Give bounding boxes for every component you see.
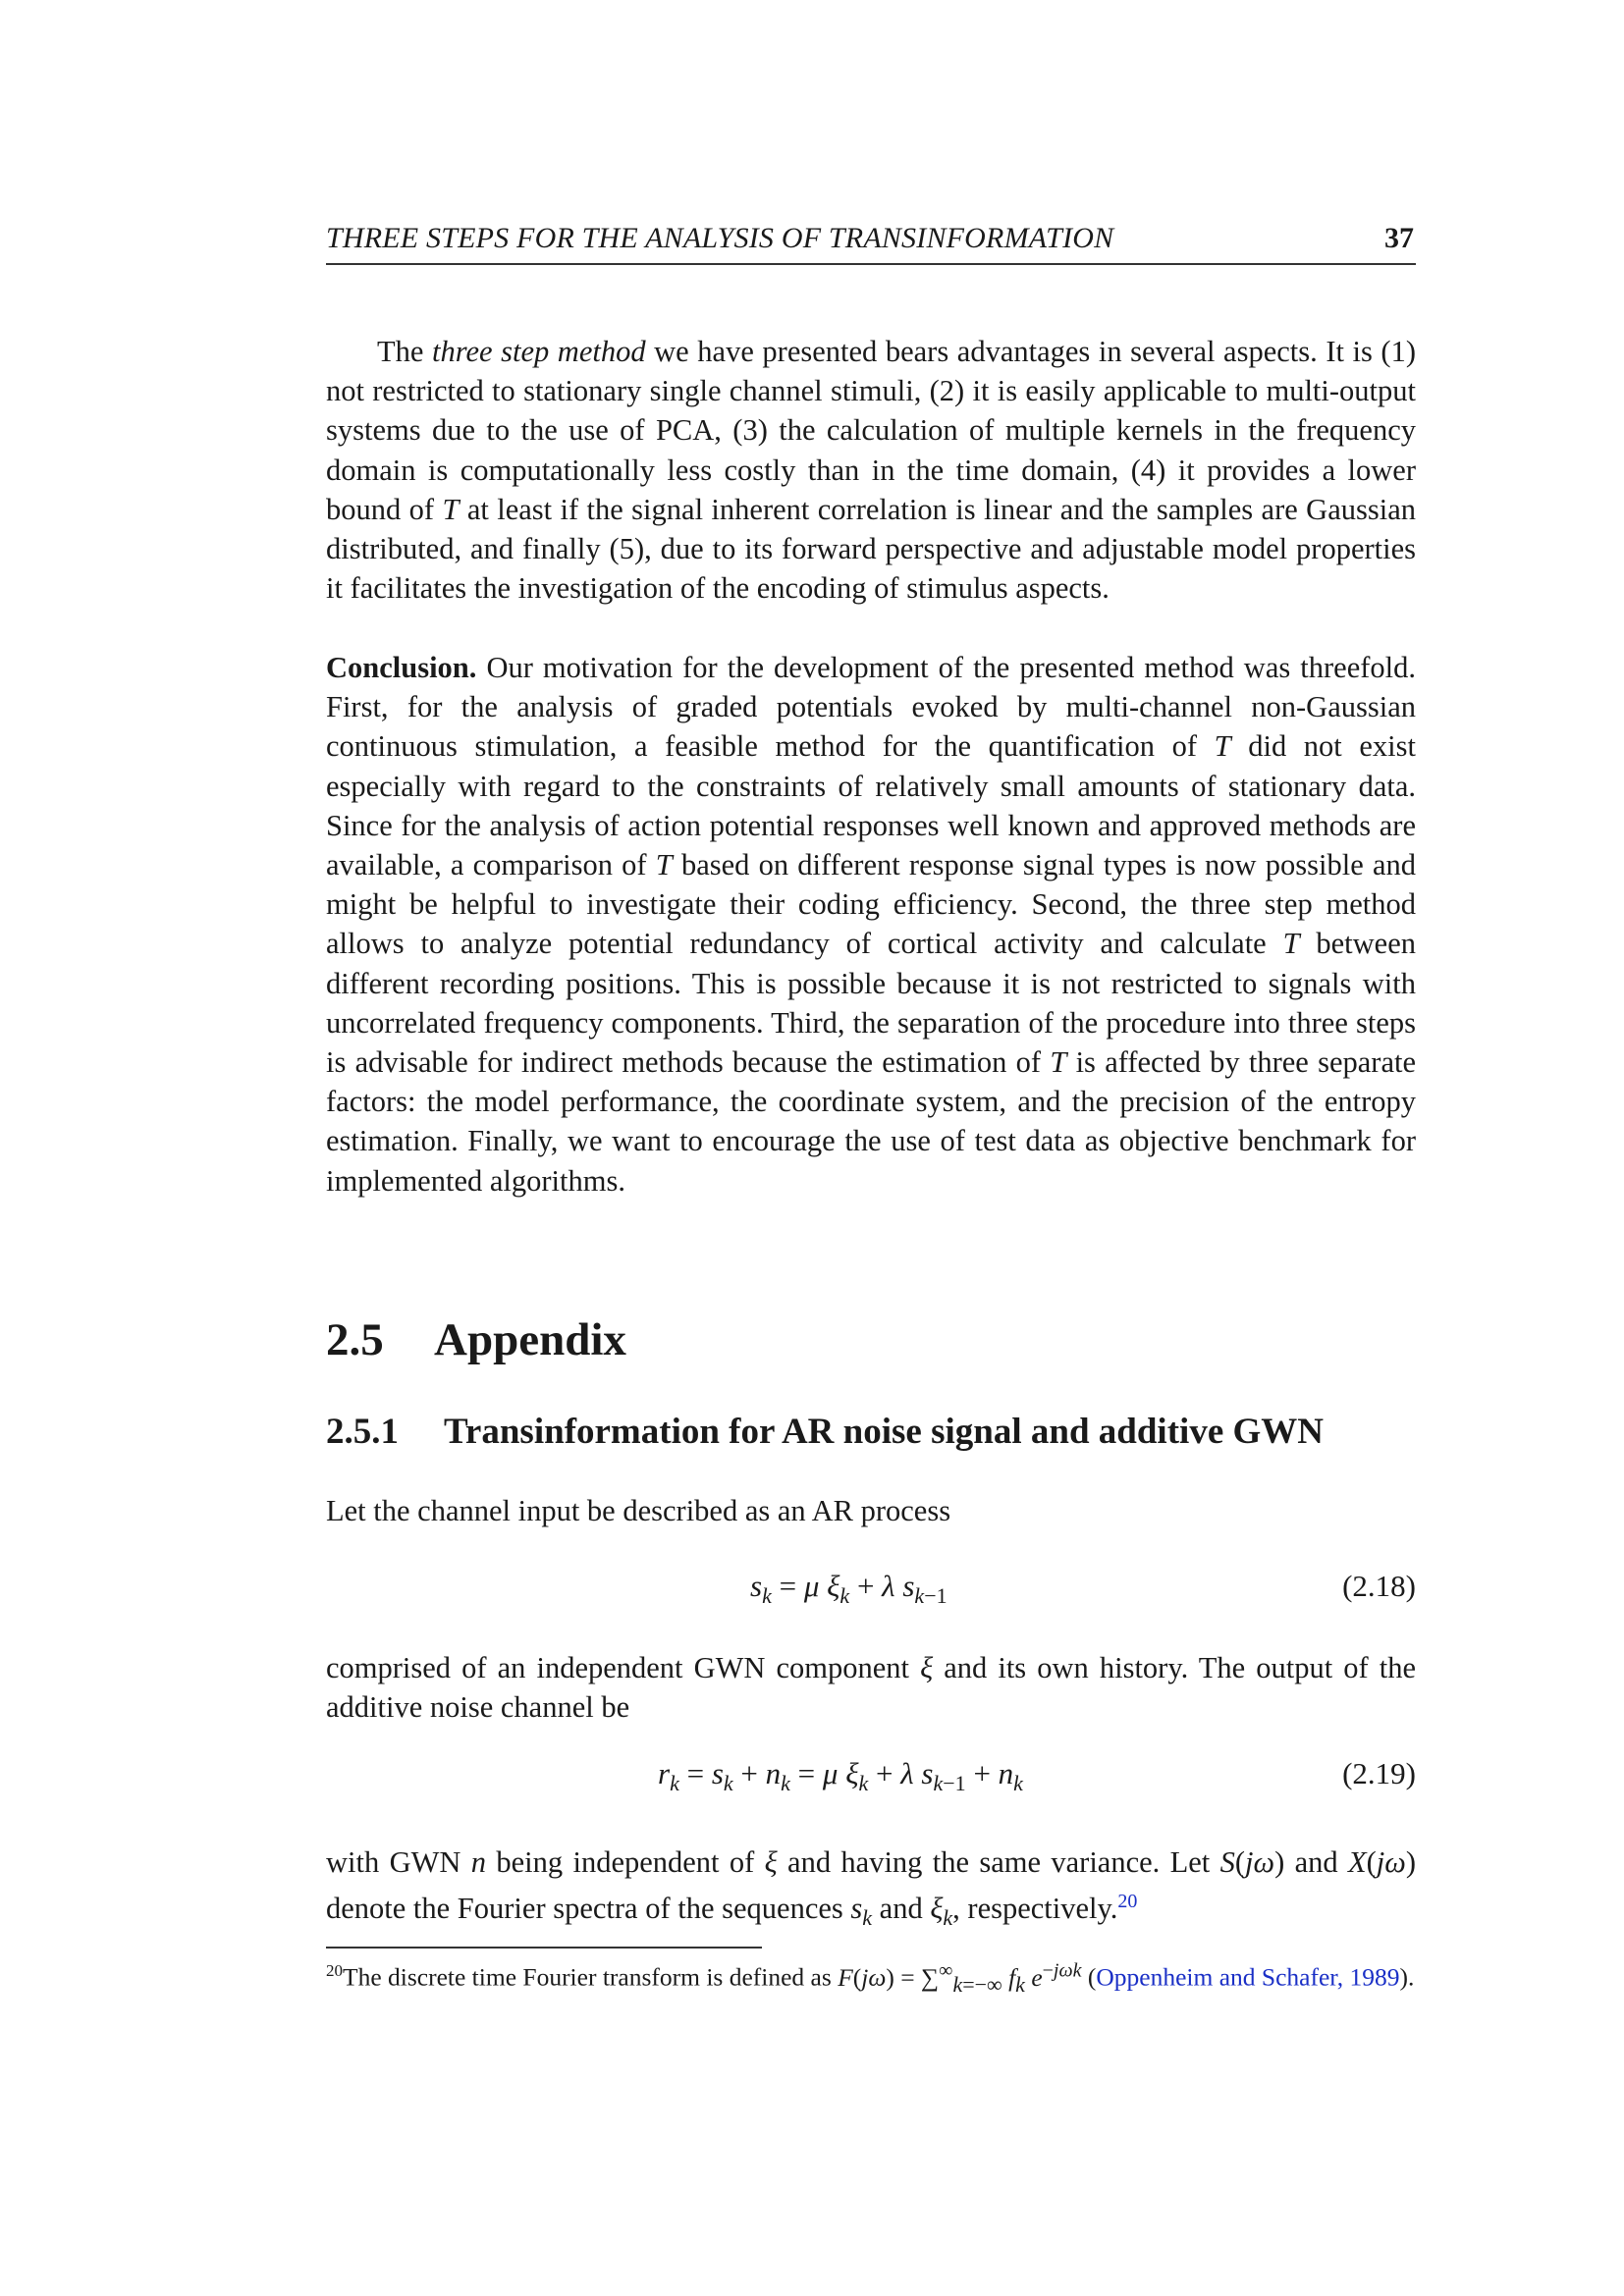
equation-2-18-body: $s_k = \mu$ $\xi_k + \lambda$ $s_{k-1}$ [750,1569,947,1609]
equation-number: (2.18) [1342,1569,1416,1603]
paragraph-conclusion: Conclusion. Our motivation for the development of the presented method was threefold. First, for the analysis of graded potentials evoked by multi-channel non-Gaussian continuous stimulation, a feasible method for the quantification of T did not exist especially with regard to the constraints of relatively small amounts of stationary data. Since for the analysis of action potential responses well known and approved methods are available, a comparison of T based on different response signal types is now possible and might be helpful to investigate their coding efficiency. Second, the three step method allows to analyze potential redundancy of cortical activity and calculate T between different recording positions. This is possible because it is not restricted to signals with uncorrelated frequency components. Third, the separation of the procedure into three steps is advisable for indirect methods because the estimation of T is affected by three separate factors: the model performance, the coordinate system, and the precision of the entropy estimation. Finally, we want to encourage the use of test data as objective benchmark for implemented algorithms. [326,651,1417,1198]
emphasis-three-step-method: three step method [432,335,646,368]
running-title: THREE STEPS FOR THE ANALYSIS OF TRANSINFORMATION [326,222,1114,254]
running-header [326,218,1416,265]
citation-link[interactable]: Oppenheim and Schafer, 1989 [1096,1962,1400,1992]
equation-2-19-body: $r_k = s_k + n_k = \mu$ $\xi_k + \lambda$ $s_{k-1} + n_k$ [658,1756,1023,1796]
paragraph-channel-output: comprised of an independent GWN component ξ and its own history. The output of the additive noise channel be [326,1651,1416,1725]
page-number: 37 [1384,222,1414,254]
paragraph-intro: Let the channel input be described as an AR process [326,1494,951,1527]
equation-number: (2.19) [1342,1756,1416,1790]
paragraph-advantages: The three step method we have presented bears advantages in several aspects. It is (1) not restricted to stationary single channel stimuli, (2) it is easily applicable to multi-output systems due to the use of PCA, (3) the calculation of multiple kernels in the frequency domain is computationally less costly than in the time domain, (4) it provides a lower bound of T at least if the signal inherent correlation is linear and the samples are Gaussian distributed, and finally (5), due to its forward perspective and adjustable model properties it facilitates the investigation of the encoding of stimulus aspects. [326,335,1416,606]
subsection-heading: 2.5.1 Transinformation for AR noise signal and additive GWN [326,1412,1324,1452]
footnote-rule [326,1947,762,1949]
footnote-reference[interactable]: 20 [1117,1891,1138,1913]
section-heading: 2.5 Appendix [326,1314,626,1365]
footnote: $^{20}$The discrete time Fourier transform is defined as $F(j\omega) = \sum^\infty_{k=-\infty}$ $f_k$ $e^{-j\omega k}$ (Oppenheim and Schafer, 1989). [326,1959,1415,1997]
footnote-formula: $F(j\omega) = \sum^\infty_{k=-\infty}$ $f_k$ $e^{-j\omega k}$ [838,1959,1082,1997]
paragraph-fourier: with GWN n being independent of ξ and having the same variance. Let S(jω) and X(jω) denote the Fourier spectra of the sequences $s_k$ and $\xi_k$, respectively.$^{20}$ [326,1845,1416,1931]
conclusion-label: Conclusion. [326,651,477,684]
footnote-marker: 20 [326,1961,343,1980]
